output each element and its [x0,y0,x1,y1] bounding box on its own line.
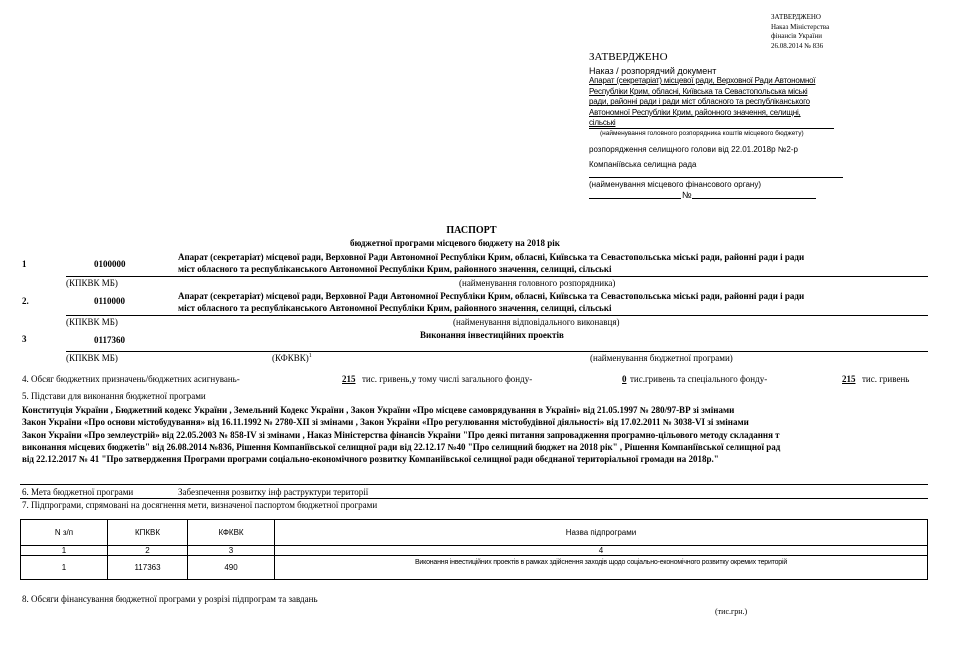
divider [66,351,928,352]
council-name: Компаніївська селищна рада [589,160,697,169]
approved-order: Наказ / розпорядчий документ [589,66,717,76]
passport-title [0,225,955,236]
row1-text-line: міст обласного та республіканського Автономної Республіки Крим, районного значення, селищні, сільські [178,263,612,274]
row2-text-line: міст обласного та республіканського Автономної Республіки Крим, районного значення, селищні, сільські [178,302,612,313]
stamp-line: Наказ Міністерства [771,22,830,31]
org-line: сільські [589,118,616,128]
section5-basis [22,404,780,465]
row1-code-caption: (КПКВК МБ) [66,278,118,288]
table-cell: 490 [188,556,275,580]
divider [589,198,681,199]
basis-line: Закон України «Про основи містобудування» від 16.11.1992 № 2780-ХІІ зі змінами , Закон України «Про регулювання містобудівної діяльності» від 17.02.2011 № 3038-VI зі змінами [22,417,749,428]
basis-line: Конституція України , Бюджетний кодекс України , Земельний Кодекс України , Закон України «Про місцеве самоврядування в Україні» від 21.05.1997 № 280/97-ВР зі змінами [22,405,735,415]
section4-text-b: тис.гривень та спеціального фонду- [630,374,768,384]
table-cell: 4 [275,546,928,556]
basis-line: від 22.12.2017 № 41 "Про затвердження Програми програми соціально-економічного розвитку Компаніївської селищної ради обєднаної територіальної громади на 2018р." [22,454,719,465]
stamp-line: 26.08.2014 № 836 [771,41,824,50]
passport-subtitle: бюджетної програми місцевого бюджету на 2018 рік [350,238,560,248]
section6-value: Забезпечення розвитку інф раструктури території [178,487,369,497]
row2-caption: (найменування відповідального виконавця) [453,317,620,327]
section6-label: 6. Мета бюджетної програми [22,487,134,497]
table-row [21,556,928,580]
finance-caption: (найменування місцевого фінансового органу) [589,180,761,189]
passport-title-text: ПАСПОРТ [446,225,497,236]
row1-number: 1 [22,259,27,269]
approved-title: ЗАТВЕРДЖЕНО [589,51,668,63]
row2-number: 2. [22,296,29,306]
row3-text: Виконання інвестиційних проектів [420,330,564,340]
table-header-cell: КФКВК [188,520,275,546]
section7-label: 7. Підпрограми, спрямовані на досягнення мети, визначеної паспортом бюджетної програми [22,500,378,510]
row2-code: 0110000 [94,296,126,306]
table-cell: 2 [108,546,188,556]
stamp-line: ЗАТВЕРДЖЕНО [771,13,821,21]
row2-code-caption: (КПКВК МБ) [66,317,118,327]
footnote-mark: 1 [308,353,312,359]
table-cell: 3 [188,546,275,556]
table-header-row [21,520,928,546]
decree-text: розпорядження селищного голови від 22.01.2018р №2-р [589,145,798,154]
basis-line: виконання місцевих бюджетів" від 26.08.2014 №836, Рішення Компаніївської селищної ради від 22.12.17 №40 "Про селищний бюджет на 2018 рік" , Рішення Компаніївської селищної рад [22,441,781,452]
org-line: ради, районні ради і ради міст обласного та республіканського [589,97,810,107]
table-cell: 1 [21,546,108,556]
section4-text-c: тис. гривень [862,374,910,384]
table-numbering-row [21,546,928,556]
approved-organization [589,76,815,129]
section4-special: 215 [842,374,856,384]
divider [589,177,843,178]
divider [66,315,928,316]
kfkvk-caption-text: (КФКВК) [272,353,309,363]
approval-stamp [771,13,829,51]
subprograms-table [20,519,928,580]
row3-code: 0117360 [94,335,126,345]
table-cell: Виконання інвестиційних проектів в рамках здійснення заходів щодо соціально-економічного розвитку окремих територій [275,556,928,580]
divider [692,198,816,199]
table-header-cell: Назва підпрограми [275,520,928,546]
row1-caption: (найменування головного розпорядника) [459,278,616,288]
number-label: № [682,190,692,200]
divider [20,498,928,499]
divider [66,276,928,277]
row3-caption: (найменування бюджетної програми) [590,353,733,363]
row1-text-line: Апарат (секретаріат) місцевої ради, Верховної Ради Автономної Республіки Крим, обласні, Київська та Севастопольська міські ради, районні ради і ради [178,252,805,262]
org-line: Автономної Республіки Крим, районного значення, селищні, [589,107,801,117]
row2-text-line: Апарат (секретаріат) місцевої ради, Верховної Ради Автономної Республіки Крим, обласні, Київська та Севастопольська міські ради, районні ради і ради [178,291,805,301]
section4-label: 4. Обсяг бюджетних призначень/бюджетних асигнувань- [22,374,240,384]
row1-code: 0100000 [94,259,126,269]
section4-text-a: тис. гривень,у тому числі загального фонду- [362,374,533,384]
table-cell: 1 [21,556,108,580]
row3-code-caption: (КПКВК МБ) [66,353,118,363]
row1-text [178,252,804,275]
row2-text [178,291,804,314]
table-cell: 117363 [108,556,188,580]
divider [589,128,834,129]
row3-number: 3 [22,334,27,344]
section4-total: 215 [342,374,356,384]
table-header-cell: N з/п [21,520,108,546]
stamp-line: фінансів України [771,32,822,40]
section8-unit: (тис.грн.) [715,607,748,616]
section8-label: 8. Обсяги фінансування бюджетної програми у розрізі підпрограм та завдань [22,594,318,604]
org-line: Апарат (секретаріат) місцевої ради, Верховної Ради Автономної [589,76,816,85]
org-line: Республіки Крим, обласні, Київська та Севастопольська міські [589,86,808,96]
section5-label: 5. Підстави для виконання бюджетної програми [22,391,206,401]
divider [20,484,928,485]
basis-line: Закон України «Про землеустрій» від 22.05.2003 № 858-IV зі змінами , Наказ Міністерства фінансів України "Про деякі питання запровадження програмно-цільового методу складання т [22,429,780,440]
table-header-cell: КПКВК [108,520,188,546]
org-caption: (найменування головного розпорядника коштів місцевого бюджету) [600,130,804,137]
kfkvk-caption [272,353,312,363]
section4-general: 0 [622,374,627,384]
